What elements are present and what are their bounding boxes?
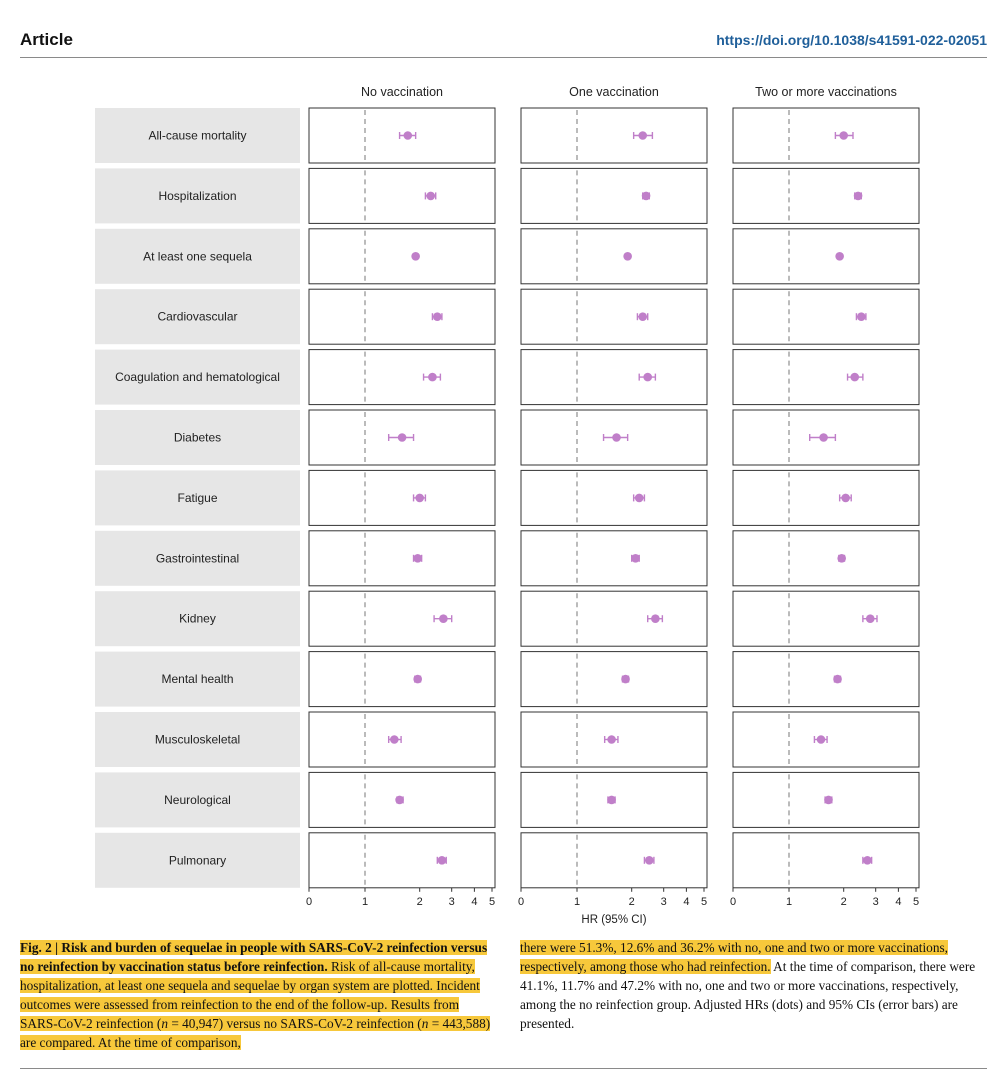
hr-point [395,796,404,805]
x-tick-label: 3 [872,895,879,908]
x-tick-label: 4 [471,895,478,908]
hr-point [817,735,826,744]
panel-cell [309,289,495,344]
row-label: Fatigue [177,490,218,505]
hr-point [863,856,872,865]
hr-point [643,373,652,382]
panel-cell [733,833,919,888]
panel-cell [521,229,707,284]
x-tick-label: 5 [700,895,708,908]
panel-cell [733,108,919,163]
caption-left-column [20,938,500,1052]
panel-title: No vaccination [361,85,443,99]
caption-n-variable: n [161,1016,168,1031]
x-tick-label: 0 [305,895,313,908]
footer-rule [20,1068,987,1069]
row-label: Diabetes [173,430,222,445]
hr-point [439,614,448,623]
hr-point [835,252,844,261]
row-label: All-cause mortality [148,128,247,143]
panel-cell [309,168,495,223]
panel-cell [521,591,707,646]
panel-cell [733,168,919,223]
panel-cell [521,833,707,888]
x-tick-label: 4 [683,895,690,908]
hr-point [411,252,420,261]
hr-point [854,192,863,201]
panel-cell [733,591,919,646]
hr-point [621,675,630,684]
panel-cell [521,289,707,344]
hr-point [857,312,866,321]
hr-point [398,433,407,442]
panel-cell [521,168,707,223]
x-tick-label: 1 [785,895,793,908]
row-label: Mental health [161,672,234,687]
panel-cell [733,229,919,284]
panel-cell [733,531,919,586]
hr-point [833,675,842,684]
page-header [0,0,987,58]
hr-point [841,494,850,503]
hr-point [837,554,846,563]
panel-cell [309,652,495,707]
x-tick-label: 3 [448,895,455,908]
x-tick-label: 2 [840,895,847,908]
panel-cell [733,470,919,525]
hr-point [415,494,424,503]
hr-point [413,675,422,684]
panel-cell [733,652,919,707]
caption-body-part1: Risk of all-cause mortality, hospitalization, at least one sequela and sequelae by organ system are plotted. Incident outcomes were assessed from reinfection to the end of the follow-up. Results from SARS-CoV-2 reinfection ( [20,959,480,1031]
row-label: Gastrointestinal [155,551,240,566]
panel-cell [309,833,495,888]
hr-point [645,856,654,865]
hr-point [631,554,640,563]
caption-highlighted-text: there were 51.3%, 12.6% and 36.2% with no, one and two or more vaccinations, respectively, among those who had reinfection. [520,940,948,974]
hr-point [824,796,833,805]
panel-cell [309,591,495,646]
panel-cell [733,350,919,405]
row-label: At least one sequela [143,249,252,264]
x-tick-label: 3 [660,895,667,908]
caption-rest-text: At the time of comparison, there were 41.1%, 11.7% and 47.2% with no, one and two or more vaccinations, respectively, among the no reinfection group. Adjusted HRs (dots) and 95% CIs (error bars) are presented. [520,959,976,1031]
x-tick-label: 0 [729,895,737,908]
caption-fig-label: Fig. 2 | [20,940,62,955]
header-rule [20,57,987,58]
x-tick-label: 2 [628,895,635,908]
x-tick-label: 5 [912,895,920,908]
x-tick-label: 1 [573,895,581,908]
x-tick-label: 4 [895,895,902,908]
row-label: Hospitalization [158,188,237,203]
row-label: Neurological [164,792,231,807]
x-tick-label: 5 [488,895,496,908]
hr-point [433,312,442,321]
panel-cell [309,470,495,525]
hr-point [438,856,447,865]
caption-right-column [520,938,985,1033]
hr-point [426,192,435,201]
hr-point [642,192,651,201]
hr-point [819,433,828,442]
x-axis-label: HR (95% CI) [581,913,647,926]
x-tick-label: 0 [517,895,525,908]
row-label: Cardiovascular [157,309,238,324]
hr-point [839,131,848,140]
hr-point [651,614,660,623]
row-label: Kidney [179,611,216,626]
panel-cell [521,350,707,405]
panel-cell [309,531,495,586]
row-label: Pulmonary [168,853,227,868]
hr-point [638,312,647,321]
panel-cell [521,470,707,525]
caption-title: Risk and burden of sequelae in people with SARS-CoV-2 reinfection versus no reinfection by vaccination status before reinfection. [20,940,488,974]
doi-link[interactable]: https://doi.org/10.1038/s41591-022-02051 [716,32,987,48]
panel-cell [521,652,707,707]
row-label: Musculoskeletal [154,732,241,747]
hr-point [635,494,644,503]
forest-plot-chart [0,70,987,935]
panel-cell [309,350,495,405]
hr-point [607,735,616,744]
hr-point [612,433,621,442]
caption-body-part2: = 40,947) versus no SARS-CoV-2 reinfection ( [168,1016,422,1031]
hr-point [866,614,875,623]
caption-n-variable-2: n [421,1016,429,1031]
hr-point [850,373,859,382]
hr-point [413,554,422,563]
caption-body-part3: = 443,588) are compared. At the time of comparison, [20,1016,491,1050]
x-tick-label: 1 [361,895,369,908]
panel-cell [521,531,707,586]
hr-point [607,796,616,805]
panel-cell [521,108,707,163]
row-label: Coagulation and hematological [115,370,280,385]
panel-title: Two or more vaccinations [755,85,897,99]
x-tick-label: 2 [416,895,423,908]
panel-cell [309,712,495,767]
panel-title: One vaccination [569,85,659,99]
hr-point [623,252,632,261]
hr-point [638,131,647,140]
panel-cell [309,229,495,284]
hr-point [390,735,399,744]
article-type-label: Article [20,30,73,49]
hr-point [403,131,412,140]
panel-cell [733,289,919,344]
hr-point [428,373,437,382]
